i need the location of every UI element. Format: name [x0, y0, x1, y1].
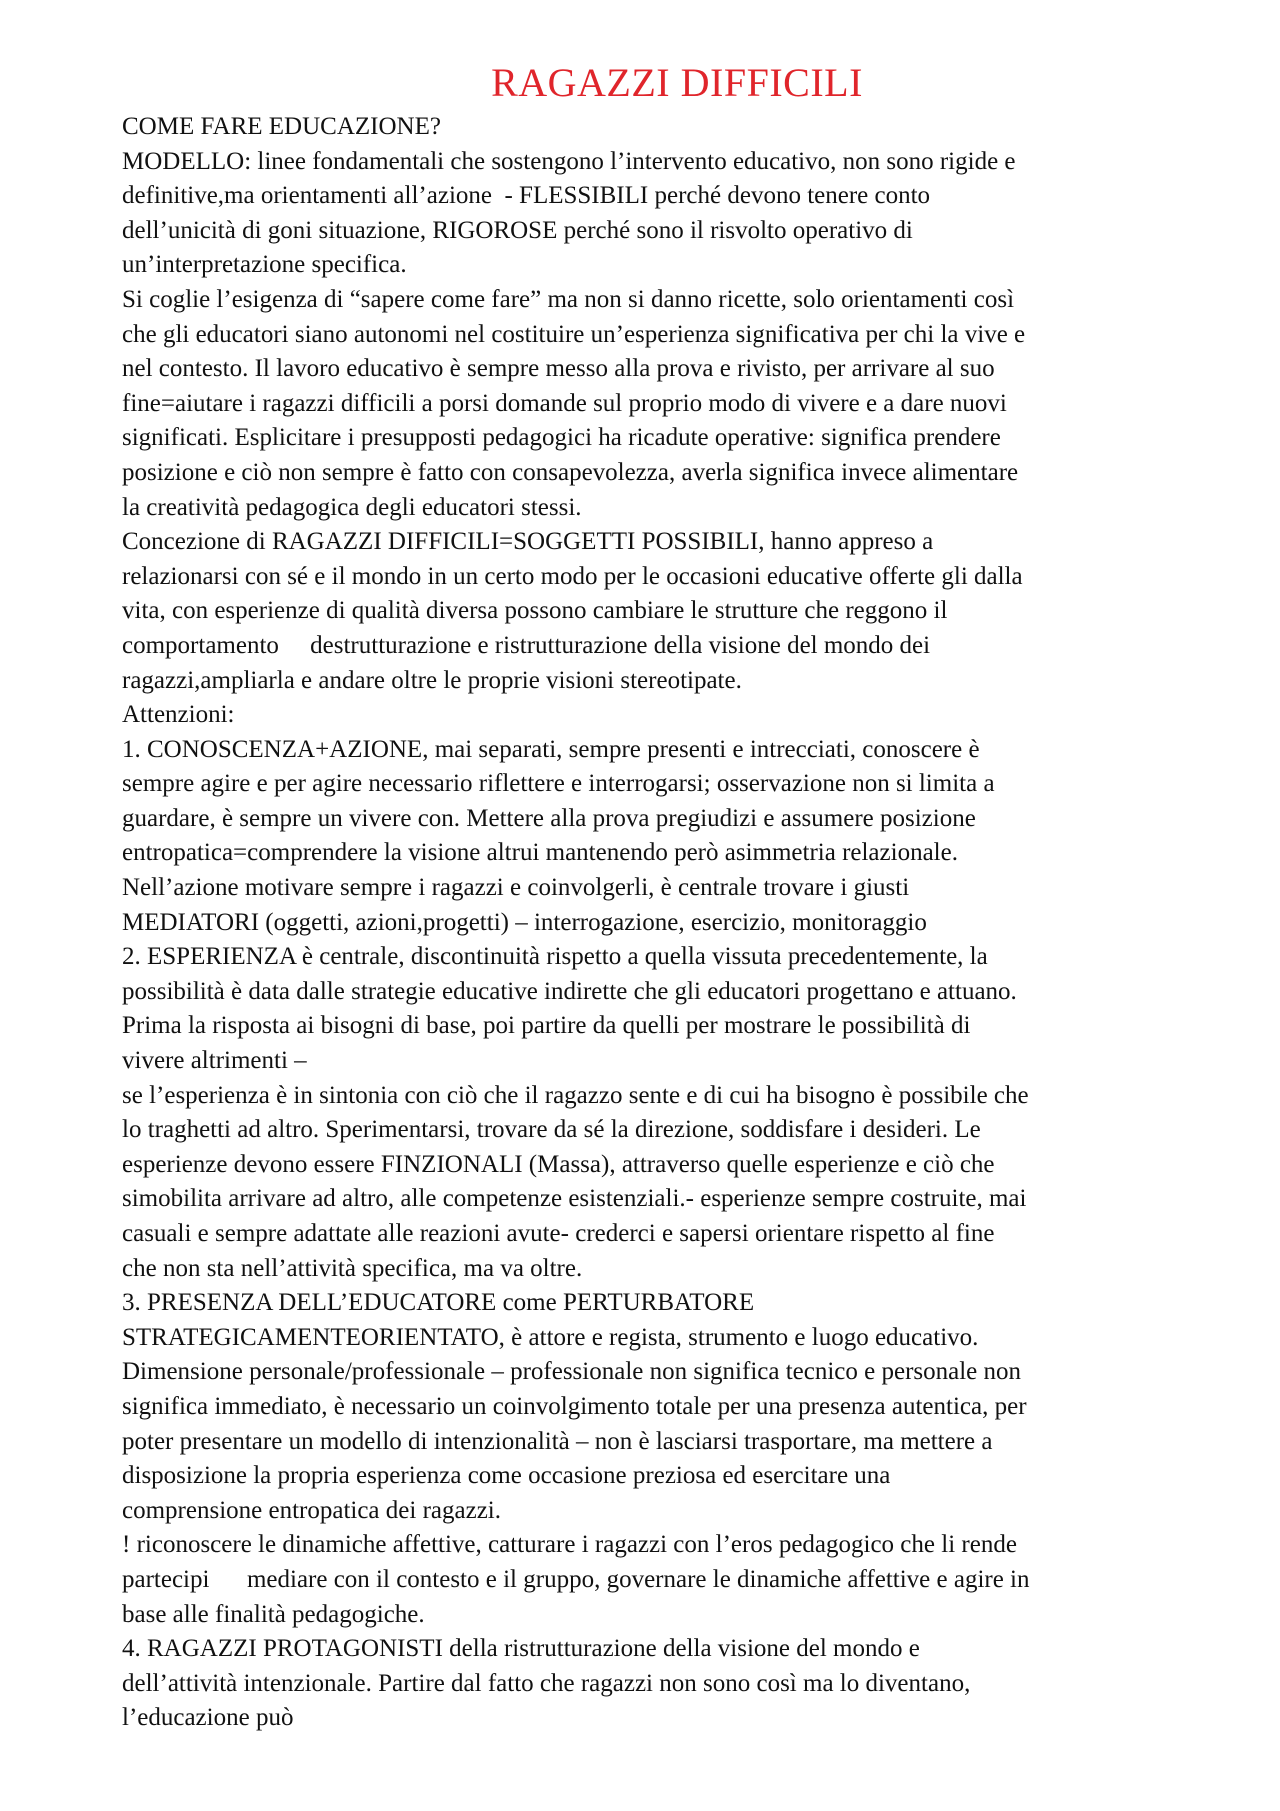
text-line: un’interpretazione specifica. — [122, 251, 407, 279]
document-title: RAGAZZI DIFFICILI — [491, 60, 863, 105]
text-line: COME FARE EDUCAZIONE? — [122, 113, 441, 140]
text-line: la creatività pedagogica degli educatori stessi. — [122, 493, 582, 521]
text-line: esperienze devono essere FINZIONALI (Massa), attraverso quelle esperienze e ciò che — [122, 1150, 995, 1178]
text-line: se l’esperienza è in sintonia con ciò che il ragazzo sente e di cui ha bisogno è possibile che — [122, 1081, 1029, 1109]
text-line: 4. RAGAZZI PROTAGONISTI della ristrutturazione della visione del mondo e — [122, 1635, 920, 1663]
text-line: 2. ESPERIENZA è centrale, discontinuità rispetto a quella vissuta precedentemente, la — [122, 943, 988, 971]
text-line: vivere altrimenti – — [122, 1047, 307, 1075]
text-line: possibilità è data dalle strategie educative indirette che gli educatori progettano e attuano. — [122, 977, 1017, 1005]
text-line: Nell’azione motivare sempre i ragazzi e coinvolgerli, è centrale trovare i giusti — [122, 874, 910, 902]
text-line: relazionarsi con sé e il mondo in un certo modo per le occasioni educative offerte gli dalla — [122, 562, 1023, 590]
text-line: che non sta nell’attività specifica, ma va oltre. — [122, 1254, 583, 1282]
text-line: disposizione la propria esperienza come occasione preziosa ed esercitare una — [122, 1462, 891, 1490]
text-line: Prima la risposta ai bisogni di base, poi partire da quelli per mostrare le possibilità di — [122, 1012, 971, 1040]
text-line: MODELLO: linee fondamentali che sostengono l’intervento educativo, non sono rigide e — [122, 147, 1016, 175]
text-line: significati. Esplicitare i presupposti pedagogici ha ricadute operative: significa prendere — [122, 424, 1001, 452]
text-line: 1. CONOSCENZA+AZIONE, mai separati, sempre presenti e intrecciati, conoscere è — [122, 735, 980, 763]
text-line: nel contesto. Il lavoro educativo è sempre messo alla prova e rivisto, per arrivare al suo — [122, 355, 995, 383]
text-line: sempre agire e per agire necessario riflettere e interrogarsi; osservazione non si limita a — [122, 770, 995, 798]
text-line: significa immediato, è necessario un coinvolgimento totale per una presenza autentica, per — [122, 1392, 1027, 1420]
text-line: Dimensione personale/professionale – professionale non significa tecnico e personale non — [122, 1358, 1022, 1386]
document-body — [122, 110, 1232, 1736]
document-page — [122, 58, 1232, 1736]
text-line: MEDIATORI (oggetti, azioni,progetti) – interrogazione, esercizio, monitoraggio — [122, 908, 927, 936]
text-line: che gli educatori siano autonomi nel costituire un’esperienza significativa per chi la vive e — [122, 320, 1026, 348]
text-line: Si coglie l’esigenza di “sapere come fare” ma non si danno ricette, solo orientamenti così — [122, 285, 1015, 313]
text-line: fine=aiutare i ragazzi difficili a porsi domande sul proprio modo di vivere e a dare nuovi — [122, 389, 1007, 417]
text-line: ! riconoscere le dinamiche affettive, catturare i ragazzi con l’eros pedagogico che li rende — [122, 1531, 1017, 1559]
text-line: 3. PRESENZA DELL’EDUCATORE come PERTURBATORE — [122, 1289, 755, 1317]
text-line: Concezione di RAGAZZI DIFFICILI=SOGGETTI POSSIBILI, hanno appreso a — [122, 528, 934, 556]
text-line: guardare, è sempre un vivere con. Mettere alla prova pregiudizi e assumere posizione — [122, 804, 976, 832]
text-line: casuali e sempre adattate alle reazioni avute- crederci e sapersi orientare rispetto al fine — [122, 1220, 995, 1247]
text-line: dell’unicità di goni situazione, RIGOROSE perché sono il risvolto operativo di — [122, 216, 913, 244]
text-line: poter presentare un modello di intenzionalità – non è lasciarsi trasportare, ma mettere a — [122, 1427, 993, 1455]
text-line: vita, con esperienze di qualità diversa possono cambiare le strutture che reggono il — [122, 597, 948, 625]
text-line: posizione e ciò non sempre è fatto con consapevolezza, averla significa invece alimentare — [122, 458, 1019, 486]
text-line: ragazzi,ampliarla e andare oltre le proprie visioni stereotipate. — [122, 666, 742, 694]
text-line: entropatica=comprendere la visione altrui mantenendo però asimmetria relazionale. — [122, 839, 958, 867]
text-line: simobilita arrivare ad altro, alle competenze esistenziali.- esperienze sempre costruite, mai — [122, 1185, 1027, 1213]
text-line: Attenzioni: — [122, 701, 235, 729]
text-line: comprensione entropatica dei ragazzi. — [122, 1496, 501, 1524]
text-line: STRATEGICAMENTEORIENTATO, è attore e regista, strumento e luogo educativo. — [122, 1323, 979, 1351]
text-line: base alle finalità pedagogiche. — [122, 1600, 425, 1628]
text-line: l’educazione può — [122, 1704, 294, 1732]
text-line: definitive,ma orientamenti all’azione - FLESSIBILI perché devono tenere conto — [122, 182, 931, 210]
text-line: lo traghetti ad altro. Sperimentarsi, trovare da sé la direzione, soddisfare i desideri. Le — [122, 1116, 981, 1144]
text-line: dell’attività intenzionale. Partire dal fatto che ragazzi non sono così ma lo diventano, — [122, 1669, 971, 1697]
text-line: comportamento destrutturazione e ristrutturazione della visione del mondo dei — [122, 631, 931, 659]
text-line: partecipi mediare con il contesto e il gruppo, governare le dinamiche affettive e agire in — [122, 1565, 1030, 1593]
